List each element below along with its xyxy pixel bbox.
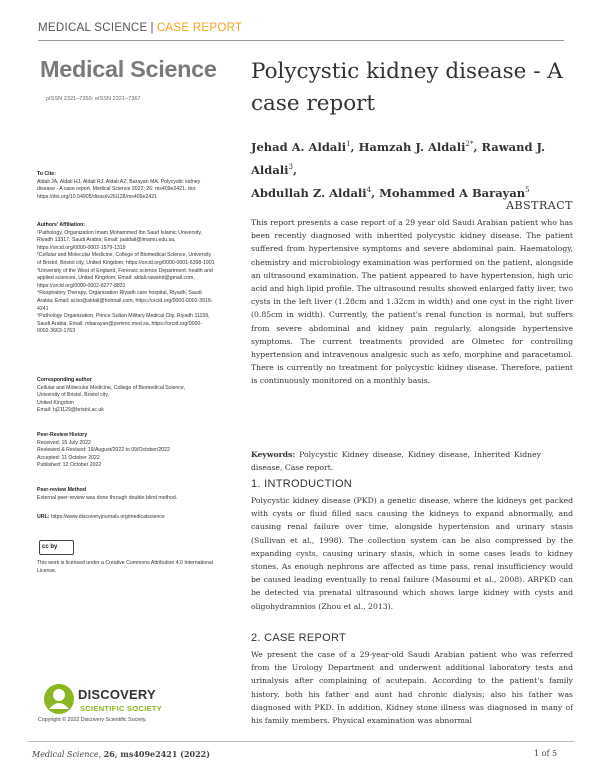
cc-license-badge[interactable] xyxy=(39,540,74,555)
author-affiliation-mark: 3 xyxy=(288,162,293,171)
history-line: Received: 15 July 2022 xyxy=(37,439,91,446)
footer-citation: Medical Science, 26, ms409e2421 (2022) xyxy=(32,749,211,759)
header-rule xyxy=(38,40,564,41)
author-name: Mohammed A Barayan xyxy=(379,185,526,200)
affiliation-item: ⁵Pathology Organization, Prince Sultan Military Medical City, Riyadh 11159, Saudi Arabia; Email: mbarayan@psmmc.med.sa, https://orcid.org/0000-0002-3663-1763 xyxy=(37,313,210,335)
journal-url-link[interactable]: https://www.discoveryjournals.org/medicalscience xyxy=(50,514,165,520)
author-name: Abdullah Z. Aldali xyxy=(251,185,367,200)
affiliation-item: ²Cellular and Molecular Medicine, College of Biomedical Science, University of Bristol, Bristol city, United Kingdom; https://orcid.org/0000-0001-6398-1901 xyxy=(37,252,215,266)
abstract-heading: ABSTRACT xyxy=(506,199,573,212)
method-text: External peer-review was done through double-blind method. xyxy=(37,494,178,501)
affiliation-item: ¹Pathology, Organization Imam Mohammed Ibn Saud Islamic University, Riyadh 13317, Saudi Arabia; Email: jaaldali@imamu.edu.sa, https://orcid.org/0000-0002-1579-1319 xyxy=(37,229,203,251)
author-affiliation-mark: 2* xyxy=(465,140,474,148)
journal-header xyxy=(38,22,242,34)
author-name: Jehad A. Aldali xyxy=(251,139,347,154)
footer-rule xyxy=(28,741,574,742)
author-affiliation-mark: 5 xyxy=(525,185,530,194)
peer-review-history-block xyxy=(37,432,215,470)
author-affiliation-mark: 4 xyxy=(366,185,372,194)
journal-logo: Medical Science xyxy=(40,56,217,82)
corresponding-email[interactable]: Email: hj21129@bristol.ac.uk xyxy=(37,407,104,414)
affiliation-item: ⁴Respiratory Therapy, Organization Riyadh care hospital, Riyadh, Saudi Arabia; Email: al.bo@aldali@hotmail.com, https://orcid.org/0000-0002-3916-4241 xyxy=(37,290,213,312)
author-name: Hamzah J. Aldali xyxy=(358,139,466,154)
cite-heading: To Cite: xyxy=(37,171,56,177)
introduction-text: Polycystic kidney disease (PKD) a genetic disease, where the kidneys get packed with cysts or fluid filled sacs causing the kidneys to expand abnormally, and causing renal failure over time, alongside hypertension and urinary stasis (Sullivan et al., 1998). The collection system can be also compressed by the expanding cysts, causing urinary stasis, which in some cases leads to kidney stones. As enough nephrons are affected as time pass, renal insufficiency would be caused leading eventually to renal failure (Masoumi et al., 2008). ARPKD can be detected via prenatal ultrasound which shows large kidney with cysts and oligohydramnios (Zhou et al., 2013). xyxy=(251,496,573,611)
license-text: This work is licensed under a Creative Commons Attribution 4.0 International License. xyxy=(37,560,213,574)
history-line: Published: 12 October 2022 xyxy=(37,462,102,469)
publisher-subtitle: SCIENTIFIC SOCIETY xyxy=(80,704,163,713)
history-line: Accepted: 11 October 2022 xyxy=(37,454,100,461)
url-label: URL: xyxy=(37,514,50,520)
cc-badge-label: cc by xyxy=(42,544,58,550)
author-affiliation-mark: 1 xyxy=(346,140,351,148)
publisher-name: DISCOVERY xyxy=(78,687,156,702)
footer-volume: 26, ms409e2421 (2022) xyxy=(103,749,211,759)
copyright-notice: Copyright © 2022 Discovery Scientific Society. xyxy=(38,717,147,723)
cite-block xyxy=(37,171,215,201)
case-report-heading: 2. CASE REPORT xyxy=(251,632,347,644)
case-report-text: We present the case of a 29-year-old Saudi Arabian patient who was referred from the Urology Department and underwent additional laboratory tests and urinalysis after complaining of acutepain. According to the patient's family history, both his father and aunt had chronic dialysis; also his father was diagnosed with PKD. In addition, Kidney stone illness was diagnosed in many of his family members. Physical examination was abnormal xyxy=(251,650,573,726)
journal-name: MEDICAL SCIENCE xyxy=(38,22,148,34)
peer-review-method-block xyxy=(37,487,215,502)
author-separator: , xyxy=(350,139,359,154)
affiliation-heading: Authors' Affiliation: xyxy=(37,222,86,228)
corresponding-line: Cellular and Molecular Medicine, College of Biomedical Science, xyxy=(37,384,186,391)
footer-journal: Medical Science xyxy=(32,750,99,759)
author-separator: , xyxy=(473,139,482,154)
author-separator: , xyxy=(371,185,380,200)
history-line: Reviewed & Revised: 19/August/2022 to 09/October/2022 xyxy=(37,447,170,454)
method-heading: Peer-review Method xyxy=(37,487,87,493)
author-list xyxy=(251,134,581,202)
article-type: CASE REPORT xyxy=(156,22,243,34)
corresponding-block xyxy=(37,377,215,415)
header-separator: | xyxy=(150,22,154,34)
keywords-text: Polycystic Kidney disease, Kidney disease, Inherited Kidney disease, Case report. xyxy=(251,450,541,473)
history-heading: Peer-Review History xyxy=(37,432,88,438)
corresponding-line: University of Bristol, Bristol city, xyxy=(37,392,109,399)
corresponding-line: United Kingdom xyxy=(37,399,74,406)
author-name: Rawand J. Aldali xyxy=(251,139,546,177)
keywords xyxy=(251,448,541,474)
corresponding-heading: Corresponding author xyxy=(37,377,92,383)
url-block xyxy=(37,514,215,522)
article-title: Polycystic kidney disease - A case report xyxy=(251,59,563,116)
license-block xyxy=(37,560,215,575)
keywords-label: Keywords: xyxy=(251,450,296,459)
cite-text: Aldali JA, Aldali HJ, Aldali RJ, Aldali AZ, Barayan MA. Polycystic kidney disease - A case report. Medical Science 2022; 26: ms409e2421. doi: https://doi.org/10.54905/disssi/v26i128/ms409e2421 xyxy=(37,178,201,200)
discovery-logo-icon xyxy=(43,683,75,715)
page-number: 1 of 5 xyxy=(534,749,558,758)
abstract-text: This report presents a case report of a 29 year old Saudi Arabian patient who has been recently diagnosed with inherited polycystic kidney disease. The patient suffered from hypertensive symptoms and severe abdominal pain. Haematology, chemistry and microbiology examination was performed on the patient, alongside an ultrasound examination. The patient appeared to have hypertension, high uric acid and high lipid profile. The ultrasound results showed enlarged fatty liver, two cysts in the left liver (1.28cm and 1.32cm in width) and one cyst in the right liver (0.85cm in width). Currently, the patient's renal function is normal, but suffers from severe abdominal and kidney pain regularly, alongside hypertensive symptoms. The current treatments provided are Olmetec for controlling hypertension and intravenous analgesic such as xefo, morphine and paracetamol. There is currently no treatment for polycystic kidney disease. Therefore, patient is continuously monitored on a monthly basis. xyxy=(251,218,573,386)
author-separator: , xyxy=(293,162,298,177)
affiliation-item: ³University of the West of England, Forensic science Department: health and applied sciences, United Kingdom; Email: aldali.rawand@gmail.com, https://orcid.org/0000-0002-8277-8831 xyxy=(37,267,213,289)
issn-line: pISSN 2321–7359; eISSN 2321–7367 xyxy=(46,96,141,102)
affiliation-block xyxy=(37,222,215,336)
introduction-heading: 1. INTRODUCTION xyxy=(251,478,353,490)
